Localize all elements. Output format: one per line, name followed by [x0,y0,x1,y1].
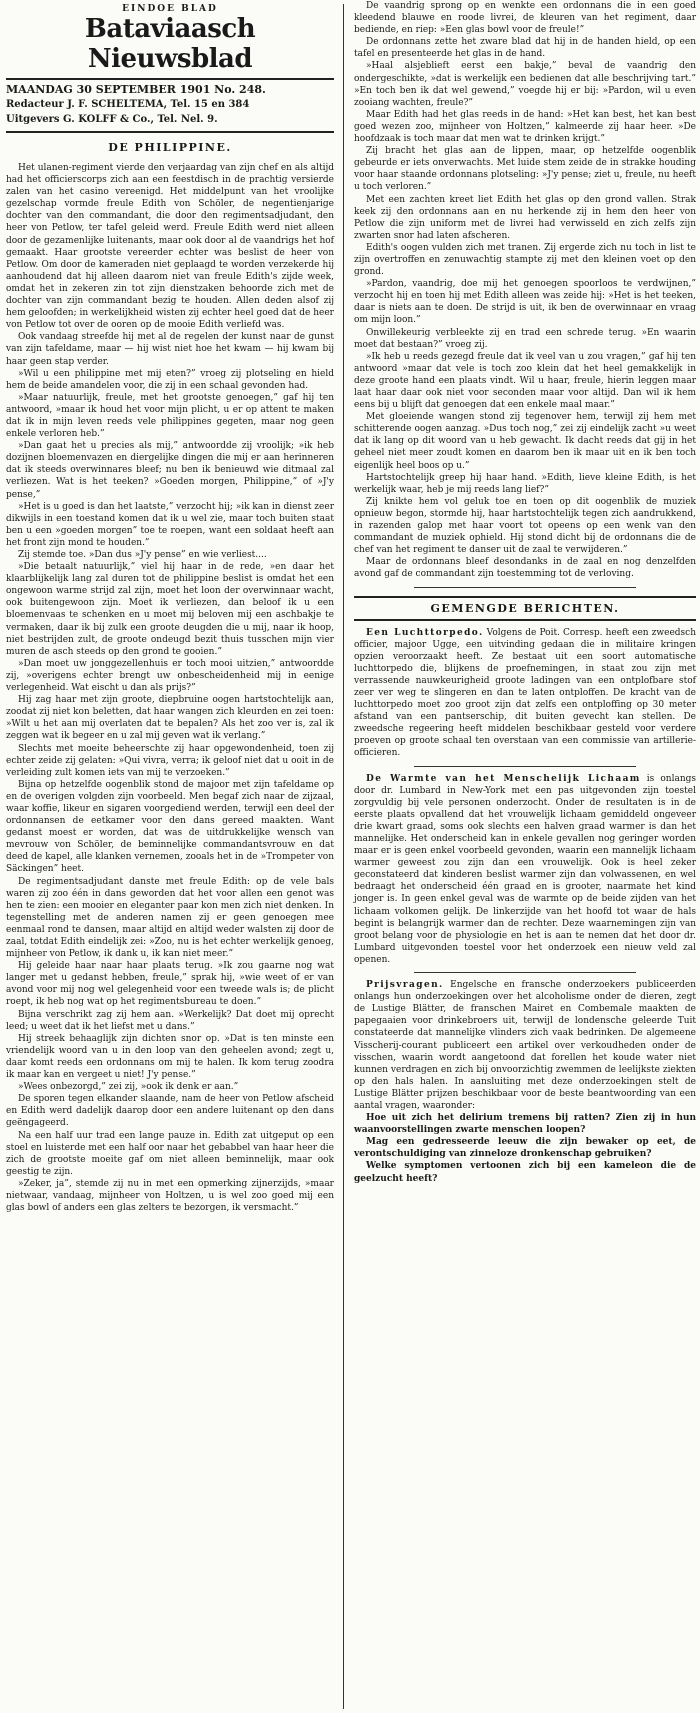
story-paragraph: »Dan gaat het u precies als mij,” antwoordde zij vroolijk; »ik heb dozijnen bloemenvazen en diergelijke dingen die mij er aan herinneren dat ik steeds overwinnares bleef; nu ben ik benieuwd wie ditmaal zal verliezen. Wat is het teeken? »Goeden morgen, Philippine,” of »J'y pense,” [6,441,334,500]
news-item-lead: De Warmte van het Menschelijk Lichaam [366,773,641,784]
news-item-lead: Prijsvragen. [366,980,444,991]
news-section-title: GEMENGDE BERICHTEN. [354,596,696,621]
story-paragraph: Onwillekeurig verbleekte zij en trad een schrede terug. »En waarin moet dat bestaan?” vroeg zij. [354,327,696,350]
prize-question: Mag een gedresseerde leeuw die zijn bewaker op eet, de verontschuldiging van zinneloze dronkenschap gebruiken? [354,1137,696,1160]
story-paragraph: De ordonnans zette het zware blad dat hij in de handen hield, op een tafel en presenteerde het glas in de hand. [354,37,696,60]
story-paragraph: De vaandrig sprong op en wenkte een ordonnans die in een goed kleedend blauwe en roode livrei, de kleuren van het regiment, daar bediende, en riep: »Een glas bowl voor de freule!” [354,1,696,36]
story-paragraph: Edith's oogen vulden zich met tranen. Zij ergerde zich nu toch in list te zijn overtroffen en zenuwachtig stampte zij met den kleinen voet op den grond. [354,242,696,278]
story-paragraph: Maar Edith had het glas reeds in de hand: »Het kan best, het kan best goed wezen zoo, mijnheer von Holtzen,” kalmeerde zij haar heer. »De hoofdzaak is toch maar dat men wat te drinken krijgt.” [354,109,696,145]
prize-question: Welke symptomen vertoonen zich bij een kameleon die de geelzucht heeft? [354,1161,696,1184]
story-paragraph: Bijna op hetzelfde oogenblik stond de majoor met zijn tafeldame op en de overigen volgden zijn voorbeeld. Men begaf zich naar de zijzaal, waar koffie, likeur en sigaren voorgediend werden, terwijl een deel der ordonnansen de eetkamer voor den dans gereed maakten. Want gedanst moest er worden, dat was de uitdrukkelijke wensch van mevrouw von Schöler, de beminnelijke commandantsvrouw en dat deed de kapel, alle klanken vernemen, zooals het in de »Trompeter von Säckingen” heet. [6,779,334,875]
story-paragraph: Zij knikte hem vol geluk toe en toen op dit oogenblik de muziek opnieuw begon, stormde hij, haar hartstochtelijk tegen zich aandrukkend, in razenden galop met haar voort tot opeens op een wenk van den commandant de muziek ophield. Hij stond dicht bij de ordonnans die de chef van het regiment te danser uit de zaal te verwijderen.” [354,496,696,556]
story-end-rule [414,587,636,588]
news-item-text: Engelsche en fransche onderzoekers publiceerden onlangs hun onderzoekingen over het alcoholisme onder de dieren, zegt de Lustige Blätter, de franschen Mairet en Combemale maakten de papegaaien voor drinkebroers uit, terwijl de londensche geleerde Tuit constateerde dat mannelijke vlinders zich vaak bedrinken. De algemeene Visscherij-courant publiceert een artikel over verkoudheden onder de visschen, waarin wordt aangetoond dat forellen het koude water niet kunnen verdragen en zich bij onvoorzichtig zwemmen de leelijkste ziekten op den hals halen. In aansluiting met deze onderzoekingen stelt de Lustige Blätter prijzen beschikbaar voor de beste beantwoording van een aantal vragen, waaronder: [354,980,696,1111]
news-item-text: is onlangs door dr. Lumbard in New-York met een pas uitgevonden zijn toestel zorgvuldig bij vele personen onderzocht. Onder de resultaten is in de eerste plaats opvallend dat het vrouwelijk lichaam gemiddeld ongeveer drie kwart graad, soms ook slechts een halven graad warmer is dan het mannelijke. Het onderscheid kan in enkele gevallen nog geringer worden maar er is geen enkel voorbeeld gevonden, waarin een mannelijk lichaam warmer geweest zou zijn dan een vrouwelijk. Ook is heel zeker geconstateerd dat kinderen beslist warmer zijn dan volwassenen, en wel bedraagt het onderscheid één graad en is grooter, naarmate het kind jonger is. In geen enkel geval was de warmte op de beide zijden van het lichaam volkomen gelijk. De linkerzijde van het hoofd tot waar de hals begint is belangrijk warmer dan de rechter. Deze waarnemingen zijn van groot belang voor de physiologie en het is aan te nemen dat het door dr. Lumbard uitgevonden toestel voor het onderzoek een nieuw veld zal openen. [354,773,696,965]
masthead-rule [6,78,334,80]
story-paragraph: »Maar natuurlijk, freule, met het grootste genoegen,” gaf hij ten antwoord, »maar ik houd het voor mijn plicht, u er op attent te maken dat ik in mijn leven reeds vele philippines gegeten, maar nog geen enkele verloren heb.” [6,392,334,440]
date-line: MAANDAG 30 SEPTEMBER 1901 No. 248. [6,83,266,96]
story-paragraph: Slechts met moeite beheerschte zij haar opgewondenheid, toen zij echter zeide zij gelaten: »Qui vivra, verra; ik geloof niet dat u ooit in de verleiding zult komen iets van mij te verzoeken.” [6,743,334,778]
prize-question: Hoe uit zich het delirium tremens bij ratten? Zien zij in hun waanvoorstellingen zwarte menschen loopen? [354,1113,696,1136]
news-separator [414,766,636,767]
story-paragraph: »Die betaalt natuurlijk,” viel hij haar in de rede, »en daar het klaarblijkelijk lang zal duren tot de philippine beslist is omdat het een ongewoon warme strijd zal zijn, moet het loon der overwinnaar wacht, ook buitengewoon zijn. Moet ik verliezen, dan beloof ik u een bloemenvaas te schenken en u moet mij beloven mij een aschbakje te vermaken, daar ik bij zulk een groote deugden die u mij, naar ik hoop, niet bestrijden zult, de groote ondeugd bezit thuis tusschen mijn vier muren de asch steeds op den grond te gooien.” [6,562,334,657]
publisher-line: Uitgevers G. KOLFF & Co., Tel. Nel. 9. [6,114,218,125]
masthead-rule-bottom [6,131,334,133]
story-paragraph: Met een zachten kreet liet Edith het glas op den grond vallen. Strak keek zij den ordonnans aan en nu herkende zij in hem den heer von Petlow die zijn uniform met de livrei had verwisseld en zich zelfs zijn zwarten snor had laten afscheren. [354,194,696,241]
story-paragraph: Met gloeiende wangen stond zij tegenover hem, terwijl zij hem met schitterende oogen aanzag. »Dus toch nog,” zei zij eindelijk zacht »u weet dat ik lang op dit woord van u heb gewacht. Ik dacht reeds dat gij in het geheel niet meer zoudt komen en daarom ben ik maar uit en ik ben toch eigenlijk heel boos op u.” [354,412,696,471]
story-paragraph: De regimentsadjudant danste met freule Edith: op de vele bals waren zij zoo één in dans geworden dat het voor allen een genot was hen te zien: een mooier en eleganter paar kon men zich niet denken. In tegenstelling met de anderen namen zij er geen genoegen mee eenmaal rond te dansen, maar altijd en altijd weder walsten zij door de zaal, totdat Edith eindelijk zei: »Zoo, nu is het echter werkelijk genoeg, mijnheer von Petlow, ik dank u, ik kan niet meer.” [6,876,334,960]
left-column [0,0,340,1214]
story-title: DE PHILIPPINE. [108,141,232,154]
masthead [6,4,334,133]
news-item [354,627,696,760]
story-paragraph: »Wil u een philippine met mij eten?” vroeg zij plotseling en hield hem de beide amandelen voor, die zij in een schaal gevonden had. [6,368,334,391]
news-item [354,773,696,967]
story-paragraph: »Dan moet uw jonggezellenhuis er toch mooi uitzien,” antwoordde zij, »overigens echter brengt uw onbescheidenheid mij in eenige verlegenheid. Wat eischt u dan als prijs?” [6,658,334,694]
story-paragraph: Hij streek behaaglijk zijn dichten snor op. »Dat is ten minste een vriendelijk woord van u in den loop van den geheelen avond; zegt u, daar komt reeds een ordonnans om mij te halen. Ik kom terug zoodra ik maar kan en vergeet u niet! J'y pense.” [6,1033,334,1081]
news-items [354,627,696,1185]
masthead-top: EINDOE BLAD [122,4,218,14]
story-paragraph: »Wees onbezorgd,” zei zij, »ook ik denk er aan.” [18,1082,239,1093]
editor-line: Redacteur J. F. SCHELTEMA, Tel. 15 en 384 [6,99,250,110]
story-paragraph: Het ulanen-regiment vierde den verjaardag van zijn chef en als altijd had het officierscorps zich aan een feestdisch in de prachtig versierde zalen van het casino vereenigd. Het middelpunt van het vroolijke gezelschap vormde freule Edith von Schöler, de negentienjarige dochter van den commandant, die door den regimentsadjudant, den heer von Petlow, ter tafel geleid werd. Freule Edith werd niet alleen door de gezamenlijke luitenants, maar ook door al de vaandrigs het hof gemaakt. Haar grootste vereerder echter was beslist de heer von Petlow. Om door de kameraden niet geplaagd te worden verzekerde hij aanhoudend dat hij alleen daarom niet van freule Edith's zijde week, omdat het in zekeren zin tot zijn dienstzaken behoorde zich met de dochter van zijn commandant bezig te houden. Allen deden alsof zij hem geloofden; in werkelijkheid wisten zij echter heel goed dat de heer von Petlow tot over de ooren op de mooie Edith verliefd was. [6,163,334,331]
story-paragraph: Zij bracht het glas aan de lippen, maar, op hetzelfde oogenblik gebeurde er iets onverwachts. Met luide stem zeide de in strakke houding voor haar staande ordonnans plotseling: »J'y pense; ziet u, freule, nu heeft u toch verloren.” [354,146,696,193]
column-divider [343,4,344,1709]
story-paragraph: Bijna verschrikt zag zij hem aan. »Werkelijk? Dat doet mij oprecht leed; u weet dat ik het liefst met u dans.” [6,1009,334,1032]
story-paragraph: Na een half uur trad een lange pauze in. Edith zat uitgeput op een stoel en luisterde met een half oor naar het gebabbel van haar heer die zich de grootste moeite gaf om niet alleen beminnelijk, maar ook geestig te zijn. [6,1130,334,1177]
story-paragraph: Maar de ordonnans bleef desondanks in de zaal en nog denzelfden avond gaf de commandant zijn toestemming tot de verloving. [354,557,696,580]
right-column [346,0,700,1185]
news-separator [414,972,636,973]
story-left-body [6,162,334,1214]
story-right-body [354,0,696,581]
story-paragraph: »Ik heb u reeds gezegd freule dat ik veel van u zou vragen,” gaf hij ten antwoord »maar dat vele is toch zoo klein dat het heel gemakkelijk in deze groote hand een plaats vindt. Wil u haar, freule, hierin leggen maar laat haar daar ook niet voor seconden maar voor altijd. Dan wil ik hem eens bij u blijft dat genoegen dat een enkele maal maar.” [354,351,696,411]
story-paragraph: De sporen tegen elkander slaande, nam de heer von Petlow afscheid en Edith werd dadelijk daarop door een andere luitenant op den dans geëngageerd. [6,1094,334,1129]
story-paragraph: Ook vandaag streefde hij met al de regelen der kunst naar de gunst van zijn tafeldame, maar — hij wist niet hoe het kwam — hij kwam bij haar geen stap verder. [6,332,334,367]
newspaper-title: Bataviaasch Nieuwsblad [84,14,256,74]
story-paragraph: Hij geleide haar naar haar plaats terug. »Ik zou gaarne nog wat langer met u gedanst hebben, freule,” sprak hij, »wie weet of er van avond voor mij nog wel gelegenheid voor een tweede wals is; de plicht roept, ik heb nog wat op het regimentsbureau te doen.” [6,961,334,1008]
story-paragraph: Hartstochtelijk greep hij haar hand. »Edith, lieve kleine Edith, is het werkelijk waar, heb je mij reeds lang lief?” [354,472,696,495]
news-item-lead: Een Luchttorpedo. [366,627,484,638]
news-item [354,979,696,1112]
story-paragraph: »Haal alsjeblieft eerst een bakje,” beval de vaandrig den ondergeschikte, »dat is werkelijk een bedienen dat alle beschrijving tart.” »En toch ben ik dat wel gewend,” voegde hij er bij: »Pardon, wil u even zooiang wachten, freule?” [354,61,696,108]
story-paragraph: »Pardon, vaandrig, doe mij het genoegen spoorloos te verdwijnen,” verzocht hij en toen hij met Edith alleen was zeide hij: »Het is het teeken, daar is niets aan te doen. De strijd is uit, ik ben de overwinnaar en vraag om mijn loon.” [354,279,696,326]
story-paragraph: Zij stemde toe. »Dan dus »J'y pense” en wie verliest.... [18,550,267,560]
story-paragraph: »Het is u goed is dan het laatste,” verzocht hij; »ik kan in dienst zeer dikwijls in een toestand komen dat ik u wel zie, maar toch buiten staat ben u een »goeden morgen” toe te roepen, want een soldaat heeft aan het front zijn mond te houden.” [6,501,334,548]
story-paragraph: »Zeker, ja”, stemde zij nu in met een opmerking zijnerzijds, »maar nietwaar, vandaag, mijnheer von Holtzen, u is wel zoo goed mij een glas bowl of anders een glas zelters te bezorgen, ik versmacht.” [6,1178,334,1214]
news-item-text: Volgens de Poit. Corresp. heeft een zweedsch officier, majoor Ugge, een uitvinding gedaan die in militaire kringen opzien veroorzaakt heeft. Ze bestaat uit een soort automatische luchttorpedo die, blijkens de proefnemingen, in staat zou zijn met verrassende nauwkeurigheid groote ladingen van een ontplofbare stof zeer ver weg te slingeren en dan te laten ontploffen. De kracht van de luchttorpedo moet zoo groot zijn dat zelfs een ontploffing op 30 meter afstand van een pantserschip, dit buiten gevecht kan stellen. De zweedsche regeering heeft middelen beschikbaar gesteld voor verdere proeven op groote schaal ten overstaan van een commissie van artillerie-officieren. [354,627,696,759]
story-paragraph: Hij zag haar met zijn groote, diepbruine oogen hartstochtelijk aan, zoodat zij niet kon beletten, dat haar wangen zich kleurden en zei toen: »Wilt u het aan mij overlaten dat te bepalen? Als het zoo ver is, zal ik zeggen wat ik begeer en u zal mij geven wat ik verlang.” [6,695,334,742]
